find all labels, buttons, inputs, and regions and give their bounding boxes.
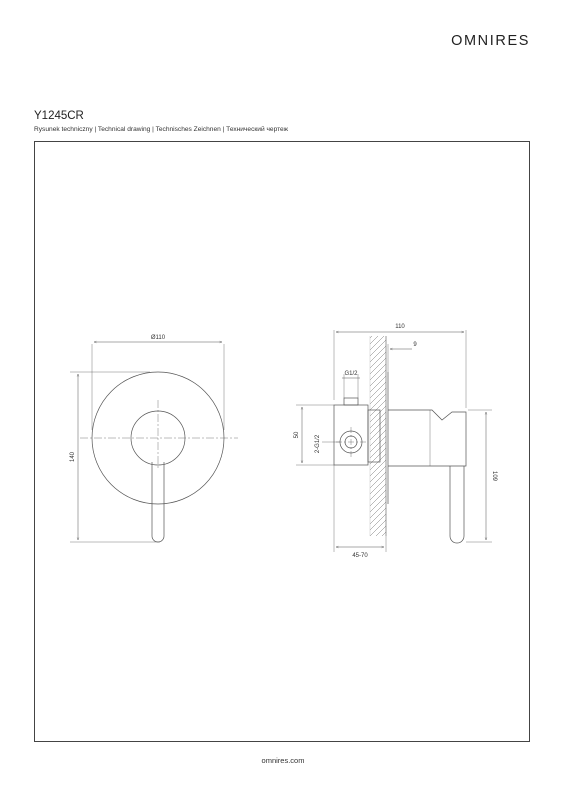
handle-body — [388, 410, 466, 466]
body-height-label: 50 — [294, 431, 300, 439]
thread-top-label: G1/2 — [344, 371, 358, 377]
footer-website[interactable]: omnires.com — [261, 756, 305, 765]
wall-hatch — [370, 336, 386, 536]
side-view — [296, 330, 492, 552]
product-model: Y1245CR — [34, 110, 84, 122]
total-depth-label: 110 — [395, 324, 405, 330]
thread-side-label: 2-G1/2 — [315, 434, 321, 454]
offset-label: 9 — [413, 342, 417, 348]
side-lever — [450, 466, 464, 543]
drawing-subtitle: Rysunek techniczny | Technical drawing | Technisches Zeichnen | Технический чертеж — [34, 126, 289, 133]
front-view — [70, 342, 238, 542]
side-height-label: 109 — [491, 470, 497, 482]
brand-logo: OMNIRES — [451, 33, 530, 49]
diameter-label: Ø110 — [150, 335, 166, 341]
wall-depth-label: 45-70 — [352, 553, 368, 559]
top-thread-stub — [344, 398, 358, 405]
front-height-label: 140 — [70, 451, 76, 463]
handle-lever — [152, 462, 164, 542]
